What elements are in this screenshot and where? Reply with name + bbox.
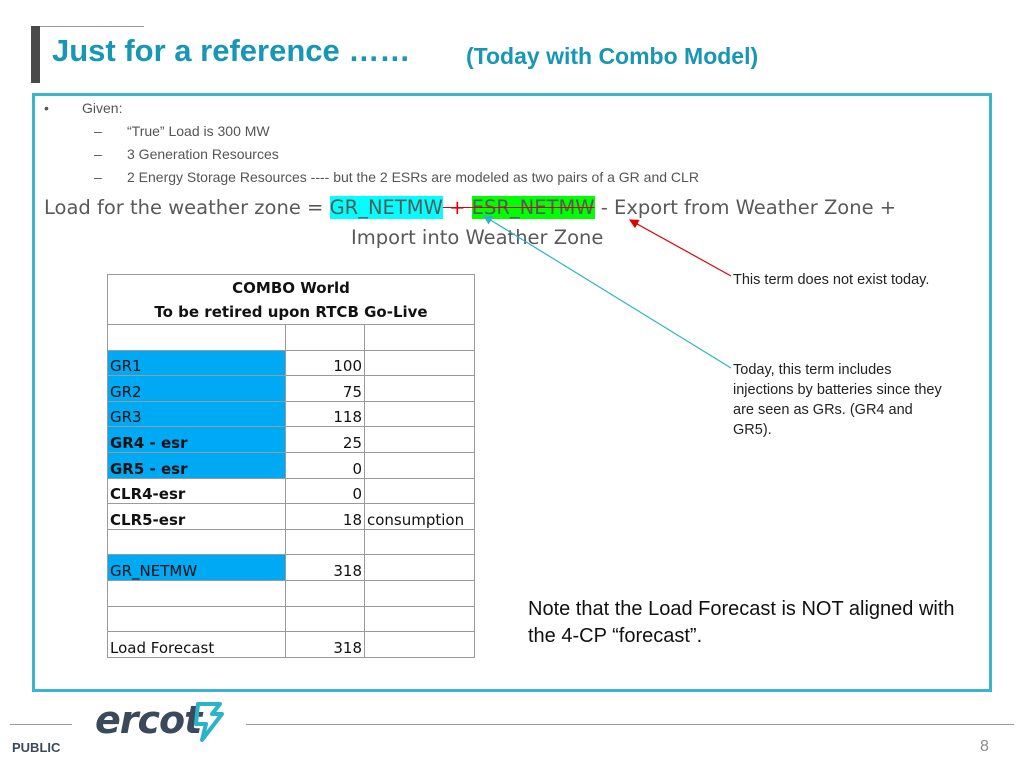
dash-mark: – <box>94 146 102 162</box>
table-row <box>108 376 475 402</box>
row-label: GR3 <box>108 401 286 427</box>
row-note <box>365 376 475 402</box>
table-header-title: COMBO World <box>232 278 350 297</box>
row-note <box>365 555 475 581</box>
row-label <box>108 325 286 351</box>
equation-line-2: Import into Weather Zone <box>351 226 604 249</box>
ercot-logo-mark-icon <box>190 700 226 744</box>
table-row <box>108 325 475 351</box>
table-row <box>108 529 475 555</box>
ercot-logo: ercot <box>95 698 202 742</box>
row-label: GR5 - esr <box>108 452 286 478</box>
combo-world-table <box>107 274 475 658</box>
callout-today-includes: Today, this term includes injections by batteries since they are seen as GRs. (GR4 and GR5). <box>733 362 942 438</box>
table-row <box>108 555 475 581</box>
bullet-mark: • <box>44 100 49 116</box>
row-value <box>286 580 365 606</box>
table-row <box>108 632 475 658</box>
row-label: GR1 <box>108 350 286 376</box>
row-label <box>108 606 286 632</box>
row-note <box>365 325 475 351</box>
row-label <box>108 529 286 555</box>
bullet-given: Given: <box>82 100 123 116</box>
row-value: 25 <box>286 427 365 453</box>
classification-label: PUBLIC <box>12 740 61 755</box>
table-row <box>108 580 475 606</box>
table-row <box>108 350 475 376</box>
slide-subtitle: (Today with Combo Model) <box>466 43 759 69</box>
dash-mark: – <box>94 123 102 139</box>
row-note: consumption <box>365 504 475 530</box>
sub-bullet-energy-storage: 2 Energy Storage Resources ---- but the 2 ESRs are modeled as two pairs of a GR and CLR <box>127 169 699 185</box>
table-row <box>108 606 475 632</box>
row-value: 118 <box>286 401 365 427</box>
row-label: CLR4-esr <box>108 478 286 504</box>
row-label: CLR5-esr <box>108 504 286 530</box>
row-value: 318 <box>286 555 365 581</box>
sub-bullet-true-load: “True” Load is 300 MW <box>127 123 270 139</box>
footer-rule-right <box>246 724 1014 725</box>
row-note <box>365 350 475 376</box>
equation-plus: + <box>442 196 472 219</box>
term-gr-netmw: GR_NETMW <box>329 196 443 219</box>
equation-prefix: Load for the weather zone = <box>44 196 330 219</box>
row-value: 0 <box>286 478 365 504</box>
row-label: GR_NETMW <box>108 555 286 581</box>
row-note <box>365 452 475 478</box>
row-note <box>365 632 475 658</box>
table-header-row <box>108 275 475 325</box>
row-note <box>365 580 475 606</box>
row-note <box>365 606 475 632</box>
row-label: GR2 <box>108 376 286 402</box>
term-esr-netmw: ESR_NETMW <box>471 196 595 219</box>
page-number: 8 <box>980 738 989 755</box>
row-label: GR4 - esr <box>108 427 286 453</box>
row-value <box>286 529 365 555</box>
row-note <box>365 478 475 504</box>
callout-not-exist: This term does not exist today. <box>733 272 930 288</box>
row-note <box>365 529 475 555</box>
row-value <box>286 606 365 632</box>
row-value: 75 <box>286 376 365 402</box>
table-row <box>108 427 475 453</box>
table-row <box>108 452 475 478</box>
table-row <box>108 401 475 427</box>
row-note <box>365 401 475 427</box>
slide-title: Just for a reference …… <box>52 33 411 68</box>
row-note <box>365 427 475 453</box>
row-value: 100 <box>286 350 365 376</box>
dash-mark: – <box>94 169 102 185</box>
table-header <box>108 275 475 325</box>
table-header-subtitle: To be retired upon RTCB Go-Live <box>154 302 428 321</box>
row-label <box>108 580 286 606</box>
row-value <box>286 325 365 351</box>
blue-arrow <box>484 216 731 368</box>
row-value: 318 <box>286 632 365 658</box>
equation-suffix: - Export from Weather Zone + <box>594 196 897 219</box>
row-value: 0 <box>286 452 365 478</box>
footer-rule-left <box>10 724 72 725</box>
row-value: 18 <box>286 504 365 530</box>
table-row <box>108 478 475 504</box>
row-label: Load Forecast <box>108 632 286 658</box>
table-row <box>108 504 475 530</box>
callout-forecast-note: Note that the Load Forecast is NOT aligned with the 4-CP “forecast”. <box>528 598 955 647</box>
sub-bullet-generation: 3 Generation Resources <box>127 146 279 162</box>
red-arrow <box>630 220 731 276</box>
